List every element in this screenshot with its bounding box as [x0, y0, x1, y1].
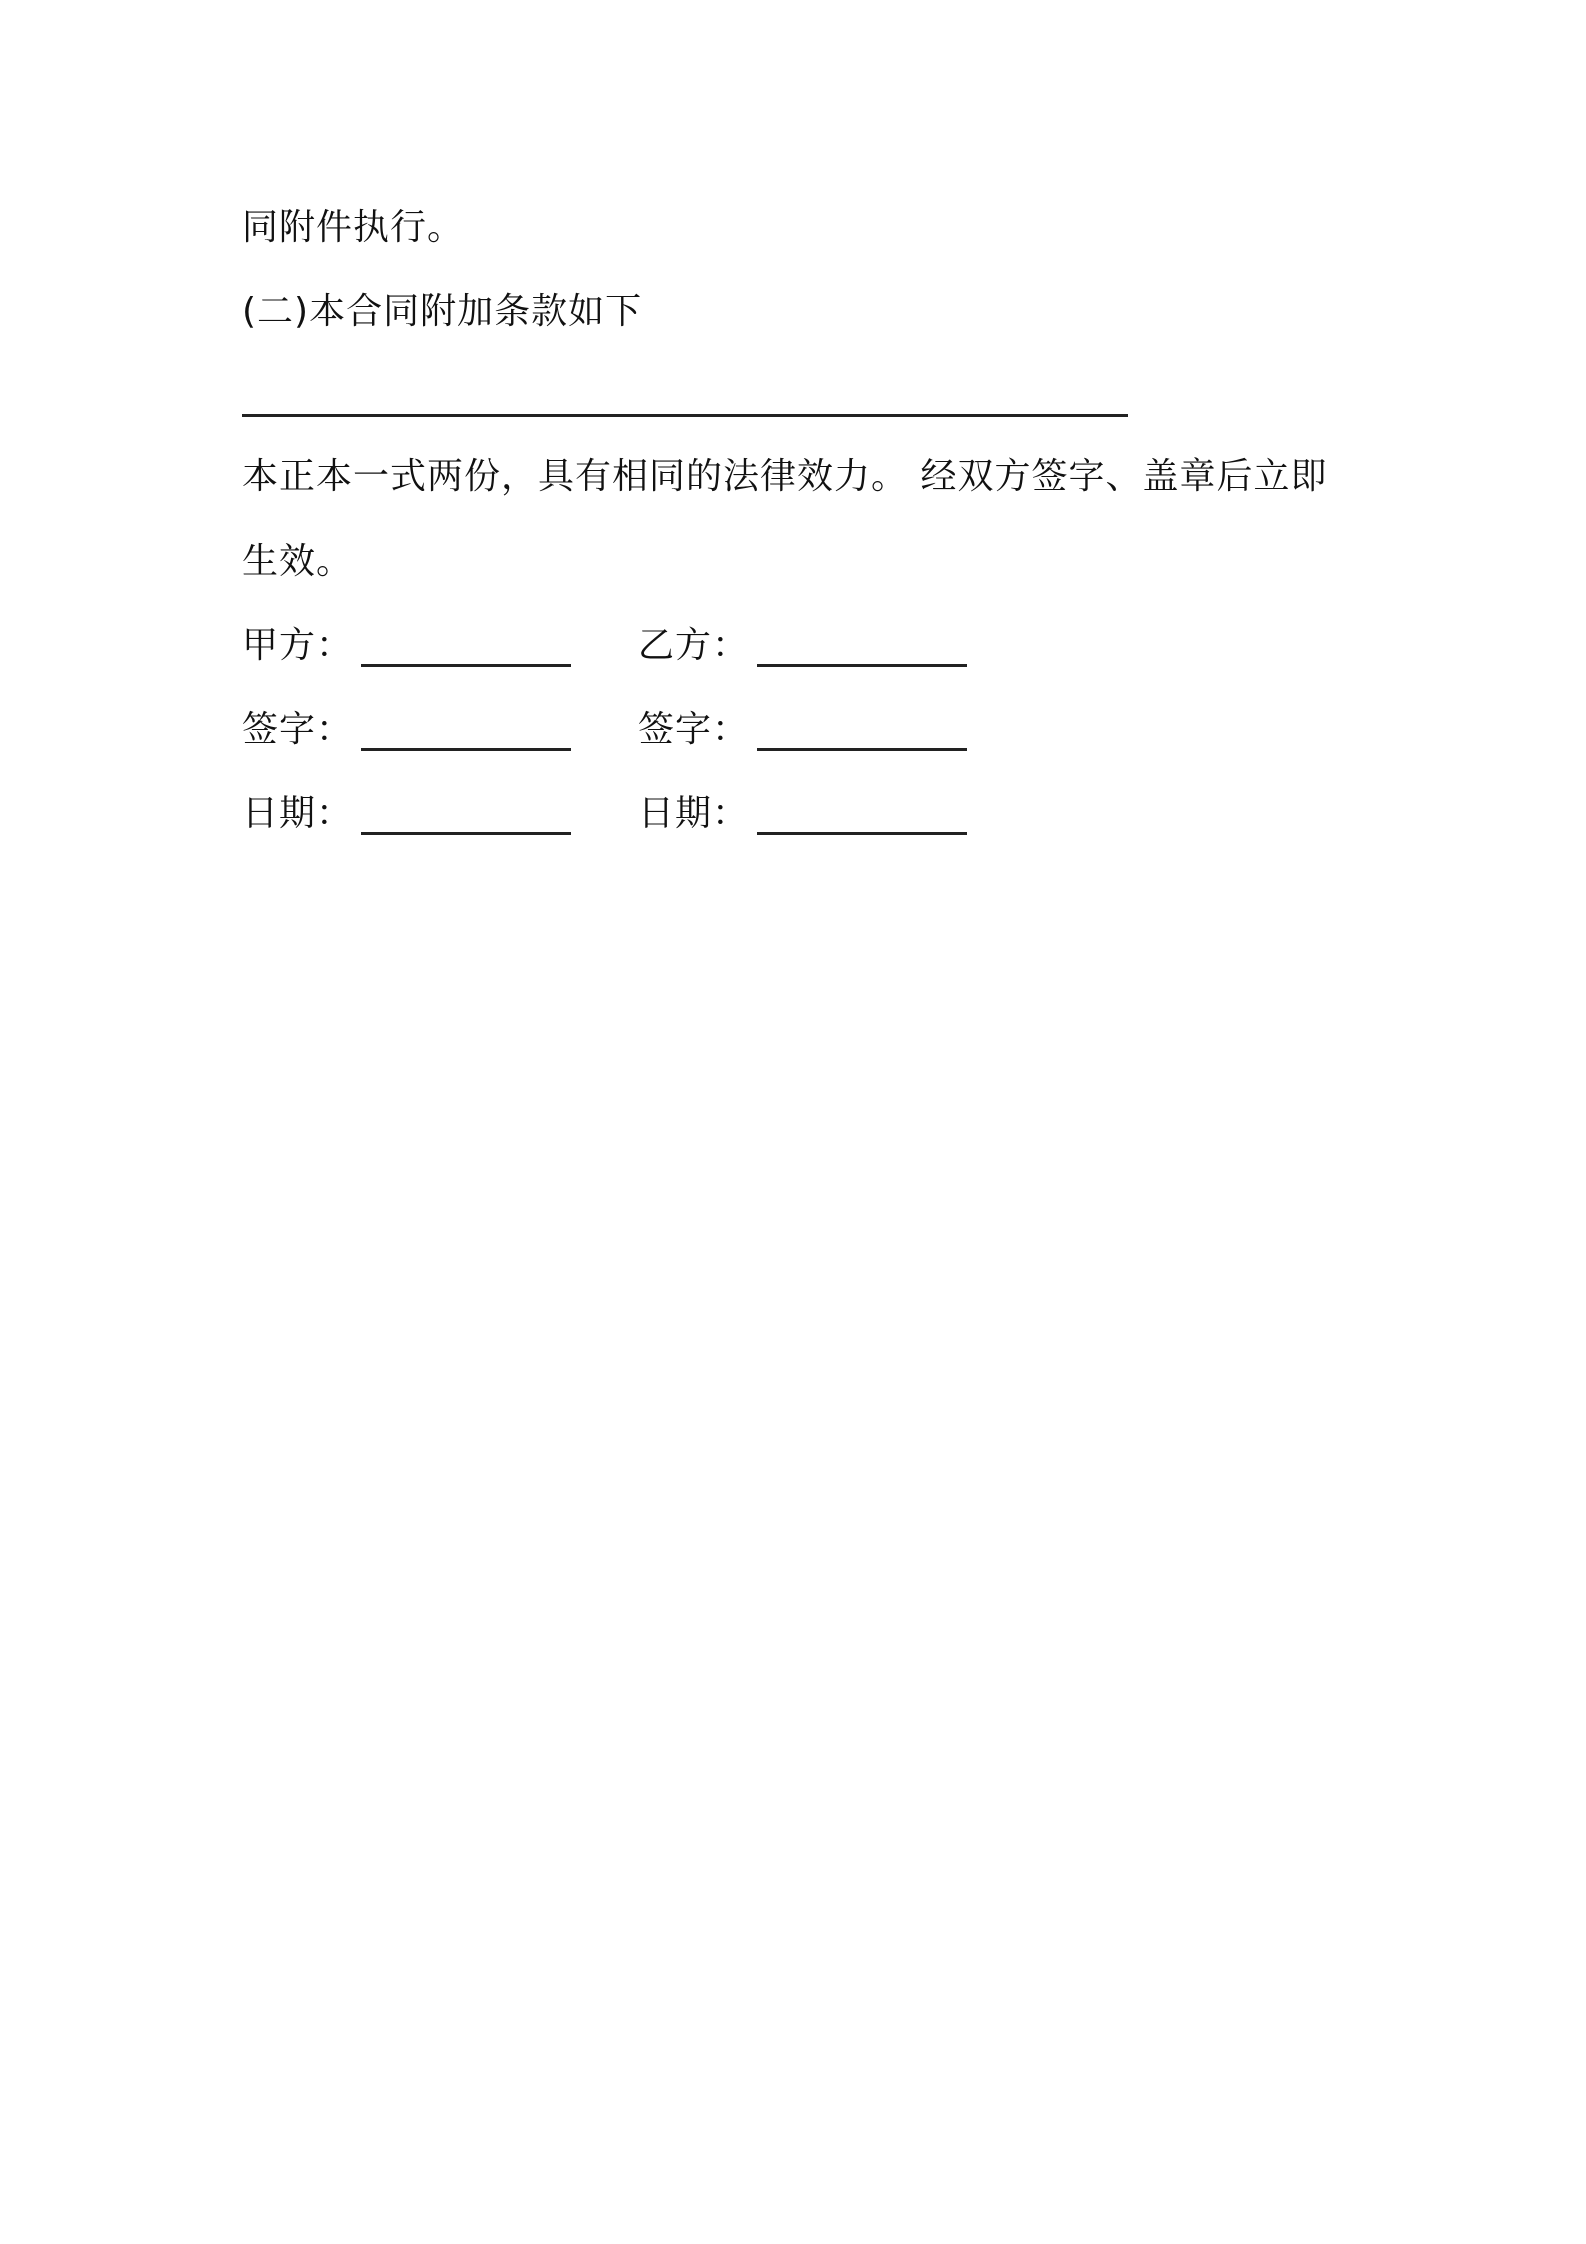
clause-heading: (二)本合同附加条款如下: [242, 291, 643, 332]
sign-b-label: 签字：: [638, 709, 750, 750]
additional-terms-blank-line: [242, 414, 1128, 417]
date-b-blank[interactable]: [757, 802, 967, 835]
paragraph-line: 生效。: [242, 541, 354, 582]
paragraph-line: 同附件执行。: [242, 207, 465, 248]
date-b-field: [638, 792, 967, 836]
party-b-label: 乙方：: [638, 625, 750, 666]
date-a-field: [242, 792, 571, 836]
sign-a-blank[interactable]: [361, 718, 571, 751]
sign-b-field: [638, 708, 967, 752]
party-a-label: 甲方：: [242, 625, 354, 666]
date-a-blank[interactable]: [361, 802, 571, 835]
date-a-label: 日期：: [242, 793, 354, 834]
sign-b-blank[interactable]: [757, 718, 967, 751]
sign-a-field: [242, 708, 571, 752]
party-a-field: [242, 624, 571, 668]
date-b-label: 日期：: [638, 793, 750, 834]
paragraph-line: 本正本一式两份，具有相同的法律效力。 经双方签字、盖章后立即: [242, 456, 1328, 497]
party-a-blank[interactable]: [361, 634, 571, 667]
party-b-field: [638, 624, 967, 668]
party-b-blank[interactable]: [757, 634, 967, 667]
sign-a-label: 签字：: [242, 709, 354, 750]
